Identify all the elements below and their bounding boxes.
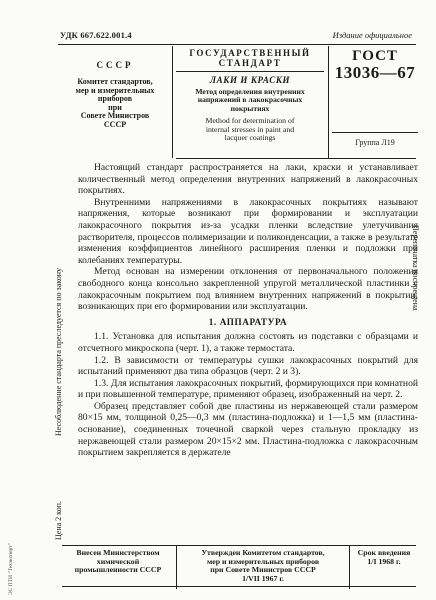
method-en-line: internal stresses in paint and (205, 124, 295, 134)
clause-1-1: 1.1. Установка для испытания должна состоять из подставки с образцами и отсчетного микроскопа (черт. 1), а также термостата. (78, 331, 418, 354)
udk-code: УДК 667.622.001.4 (60, 30, 132, 40)
title-rule (176, 71, 324, 72)
method-title-en (176, 117, 324, 143)
legal-note: Несоблюдение стандарта преследуется по закону (54, 268, 63, 436)
source-stamp: ЭС ПТИ "Техэксперт" (8, 543, 14, 595)
approved-line: мер и измерительных приборов (206, 556, 320, 566)
approved-by (176, 546, 350, 589)
approved-line: при Совете Министров СССР (210, 565, 316, 575)
effective-line: 1/I 1968 г. (367, 556, 401, 566)
introduced-line: промышленности СССР (74, 565, 162, 575)
committee-line: мер и измерительных (75, 85, 155, 95)
definition-paragraph: Внутренними напряжениями в лакокрасочных покрытиях называют напряжения, которые возникают при формировании и эксплуатации лакокрасочного покрытия из-за усадки пленки вследствие улетучивания растворителя, процессов полимеризации и поликонденсации, а также в результате изменения коэффициентов линейного расширения пленки и подложки при колебаниях температуры. (78, 196, 418, 266)
header-rule (58, 44, 416, 45)
price-note: Цена 2 коп. (54, 501, 63, 540)
committee-line: приборов (97, 94, 133, 104)
approved-line: 1/VII 1967 г. (242, 573, 284, 583)
method-ru-line: напряжений в лакокрасочных (197, 95, 303, 105)
header-bottom-rule (176, 158, 416, 159)
committee-line: Комитет стандартов, (77, 77, 153, 86)
edition-note: Издание официальное (332, 30, 412, 40)
reprint-note: Перепечатка воспрещена (411, 225, 420, 311)
standard-body (78, 162, 418, 459)
intro-paragraph: Настоящий стандарт распространяется на лаки, краски и устанавливает количественный метод определения внутренних напряжений в лакокрасочных покрытиях. (78, 162, 418, 197)
introduced-by (62, 546, 174, 589)
effective-line: Срок введения (357, 548, 411, 557)
footer-table (62, 545, 416, 587)
subject-title: ЛАКИ И КРАСКИ (209, 75, 291, 85)
committee-line: при (108, 102, 122, 112)
gost-block (332, 46, 418, 81)
header-divider (328, 46, 329, 158)
method-en-line: Method for determination of (205, 116, 295, 126)
clause-1-2: 1.2. В зависимости от температуры сушки лакокрасочных покрытий для испытаний применяют два типа образцов (черт. 2 и 3). (78, 354, 418, 378)
introduced-line: химической (96, 556, 140, 566)
gost-number: 13036—67 (334, 63, 416, 82)
method-ru-line: покрытиях (230, 103, 270, 113)
committee-line: СССР (103, 119, 127, 129)
specimen-paragraph: Образец представляет собой две пластины из нержавеющей стали размером 80×15 мм, толщиной 0,25—0,3 мм (пластина-подложка) и 1—1,5 мм (пластина-основание), соединенных точечной сваркой через стальную прокладку из нержавеющей стали размером 20×15×2 мм. Пластина-подложка с лакокрасочным покрытием закрепляется в держателе (78, 400, 418, 459)
method-ru-line: Метод определения внутренних (195, 87, 305, 96)
group-label: Группа Л19 (355, 138, 395, 147)
method-title-ru (176, 88, 324, 113)
method-en-line: lacquer coatings (224, 133, 276, 143)
method-paragraph: Метод основан на измерении отклонения от первоначального положения свободного конца консольно закрепленной упругой металлической пластинки с лакокрасочным покрытием под влиянием внутренних напряжений в покрытии, возникающих при его формировании или эксплуатации. (78, 266, 418, 313)
gov-standard-label (176, 48, 324, 68)
gov-standard-line: СТАНДАРТ (218, 58, 282, 68)
introduced-line: Внесен Министерством (76, 548, 160, 557)
issuer-block (60, 46, 170, 160)
header-divider (172, 46, 173, 158)
country-label: СССР (96, 60, 134, 70)
gost-label: ГОСТ (352, 48, 398, 64)
group-rule (332, 132, 418, 133)
committee-line: Совете Министров (80, 111, 150, 121)
clause-1-3: 1.3. Для испытания лакокрасочных покрытий, формирующихся при комнатной и при повышенной температуре, применяют образец, изображенный на черт. 2. (78, 377, 418, 401)
gov-standard-line: ГОСУДАРСТВЕННЫЙ (189, 48, 311, 58)
effective-date (352, 546, 416, 589)
section-heading: 1. АППАРАТУРА (208, 316, 288, 327)
approved-line: Утвержден Комитетом стандартов, (201, 548, 325, 557)
committee-name (60, 78, 170, 130)
title-block (176, 46, 324, 143)
